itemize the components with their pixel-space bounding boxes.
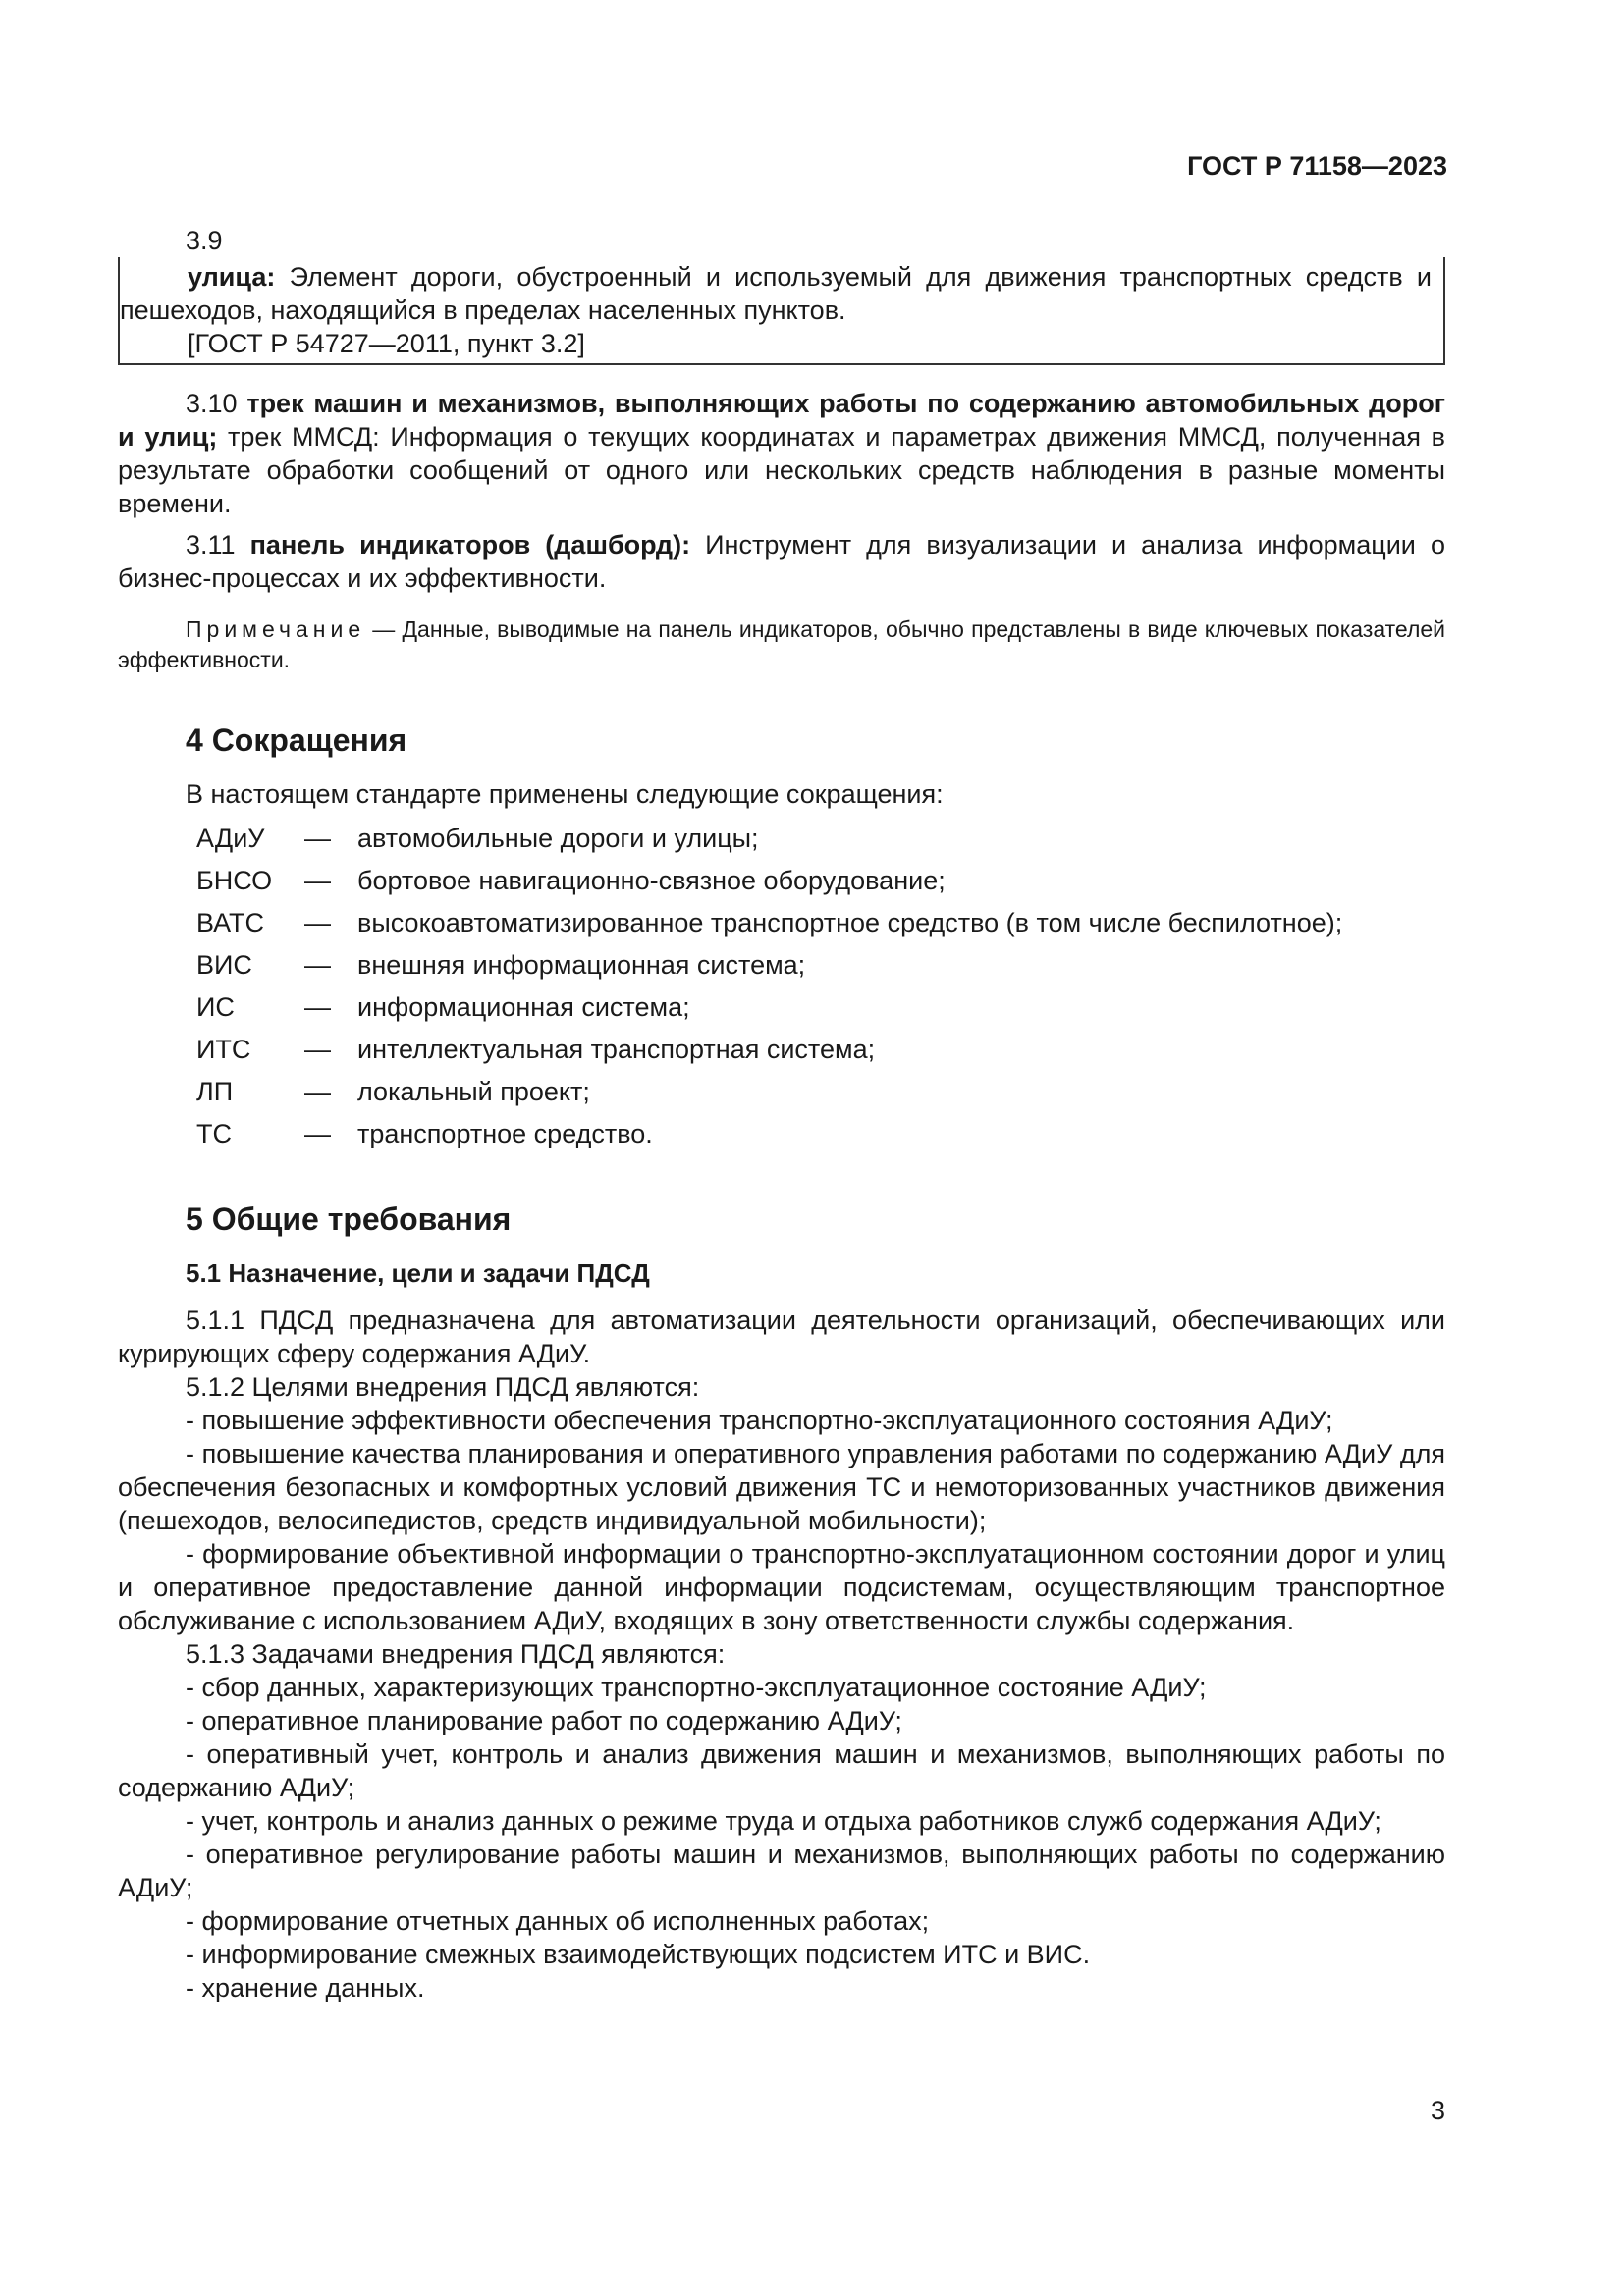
list-item: ИТС — интеллектуальная транспортная система; [196,1034,876,1064]
list-item: ВАТС — высокоавтоматизированное транспортное средство (в том числе беспилотное); [196,907,1343,937]
term-3-9-box [118,257,1445,365]
list-item: ЛП — локальный проект; [196,1076,590,1106]
list-item: - повышение качества планирования и оперативного управления работами по содержанию АДиУ для обеспечения безопасных и комфортных условий движения ТС и немоторизованных участников движения (пешеходов, велосипедистов, средств индивидуальной мобильности); [118,1439,1445,1535]
term-3-11-term: панель индикаторов (дашборд): [249,530,691,560]
list-item: - хранение данных. [186,1973,425,2002]
list-item: БНСО — бортовое навигационно-связное оборудование; [196,865,946,895]
paragraph-5-1-1: 5.1.1 ПДСД предназначена для автоматизации деятельности организаций, обеспечивающих или курирующих сферу содержания АДиУ. [118,1306,1445,1368]
list-item: - повышение эффективности обеспечения транспортно-эксплуатационного состояния АДиУ; [186,1406,1333,1435]
term-3-10: 3.10 трек машин и механизмов, выполняющих работы по содержанию автомобильных дорог и улиц; трек ММСД: Информация о текущих координатах и параметрах движения ММСД, полученная в результате обработки сообщений от одного или нескольких средств наблюдения в разные моменты времени. [118,389,1445,518]
section-5-title: 5 Общие требования [186,1201,512,1237]
page-number: 3 [1430,2096,1445,2125]
document-header: ГОСТ Р 71158—2023 [1187,151,1447,181]
term-3-10-term: трек машин и механизмов, выполняющих работы по содержанию автомобильных дорог и улиц; [118,389,1445,452]
term-3-9-source: [ГОСТ Р 54727—2011, пункт 3.2] [188,329,585,358]
note [118,614,1445,675]
note-text: — Данные, выводимые на панель индикаторов, обычно представлены в виде ключевых показателей эффективности. [118,616,1445,672]
list-item: - оперативный учет, контроль и анализ движения машин и механизмов, выполняющих работы по содержанию АДиУ; [118,1739,1445,1802]
list-item: - информирование смежных взаимодействующих подсистем ИТС и ВИС. [186,1940,1091,1969]
list-item: ТС — транспортное средство. [196,1118,653,1148]
list-item: - учет, контроль и анализ данных о режиме труда и отдыха работников служб содержания АДиУ; [186,1806,1381,1836]
list-item: - сбор данных, характеризующих транспортно-эксплуатационное состояние АДиУ; [186,1673,1207,1702]
paragraph-5-1-3: 5.1.3 Задачами внедрения ПДСД являются: [186,1639,726,1669]
subsection-5-1-title: 5.1 Назначение, цели и задачи ПДСД [186,1258,650,1288]
document-body [118,224,1445,2004]
section-4-intro: В настоящем стандарте применены следующие сокращения: [186,779,944,809]
section-4-title: 4 Сокращения [186,722,407,758]
term-3-9-term: улица: [188,262,276,292]
paragraph-5-1-2: 5.1.2 Целями внедрения ПДСД являются: [186,1372,700,1402]
list-item: - формирование отчетных данных об исполненных работах; [186,1906,930,1936]
list-item: - оперативное планирование работ по содержанию АДиУ; [186,1706,902,1735]
term-3-9-number: 3.9 [186,226,223,255]
list-item: АДиУ — автомобильные дороги и улицы; [196,823,759,853]
term-3-9-definition: улица: Элемент дороги, обустроенный и используемый для движения транспортных средств и пешеходов, находящийся в пределах населенных пунктов. [120,262,1432,325]
term-3-11: 3.11 панель индикаторов (дашборд): Инструмент для визуализации и анализа информации о бизнес-процессах и их эффективности. [118,530,1445,593]
list-item: ИС — информационная система; [196,991,690,1022]
abbreviation-list [196,817,1445,1154]
list-item: - формирование объективной информации о транспортно-эксплуатационном состоянии дорог и улиц и оперативное предоставление данной информации подсистемам, осуществляющим транспортное обслуживание с использованием АДиУ, входящих в зону ответственности службы содержания. [118,1539,1445,1635]
list-item: - оперативное регулирование работы машин и механизмов, выполняющих работы по содержанию АДиУ; [118,1840,1445,1902]
note-label: Примечание [186,616,366,642]
list-item: ВИС — внешняя информационная система; [196,949,806,980]
